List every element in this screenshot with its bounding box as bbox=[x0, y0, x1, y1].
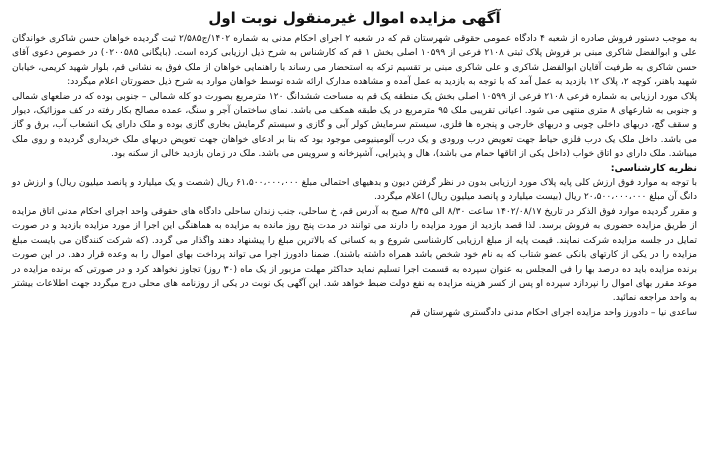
property-description: پلاک مورد ارزیابی به شماره فرعی ۲۱۰۸ فرعی از ۱۰۵۹۹ اصلی بخش یک منطقه یک قم به مساحت ششدانگ ۱۲۰ مترمربع بصورت دو کله شمالی – جنوبی بوده که در ضلعهای شمالی و جنوبی به شارعهای ۸ متری منتهی می شود. اعیانی تقریبی ملک ۹۵ مترمربع در یک طبقه همکف می باشد. نمای ساختمان آجر و سنگ، عمده مصالح بکار رفته در کف موزائیک، دیوار و سقف گچ، دربهای داخلی چوبی و دربهای خارجی و پنجره ها فلزی، سیستم سرمایش کولر آبی و گازی و سیستم گرمایش بخاری گازی بوده و ملک دارای یک انشعاب آب، برق و گاز می باشد. داخل ملک یک درب فلزی حیاط جهت تعویض درب ورودی و یک درب آلومینیومی موجود بود که بنا بر ادعای خواهان جهت تعویض دربهای ملک خریداری گردیده و روی ملک میباشد. ملک دارای دو اتاق خواب (داخل یکی از اتاقها حمام می باشد)، هال و پذیرایی، آشپزخانه و سرویس می باشد. ملک در زمان بازدید خالی از سکنه بود. bbox=[12, 91, 697, 160]
expert-opinion: با توجه به موارد فوق ارزش کلی پایه پلاک مورد ارزیابی بدون در نظر گرفتن دیون و بدهیهای احتمالی مبلغ ۶۱،۵۰۰،۰۰۰،۰۰۰ ریال (شصت و یک میلیارد و پانصد میلیون ریال) و ارزش دو دانگ آن مبلغ ۲۰،۵۰۰،۰۰۰،۰۰۰ ریال (بیست میلیارد و پانصد میلیون ریال) اعلام میگردد. bbox=[12, 178, 697, 203]
signature-line: ساعدی نیا – دادورز واحد مزایده اجرای احکام مدنی دادگستری شهرستان قم bbox=[410, 307, 697, 318]
expert-opinion-heading: نظریه کارشناسی: bbox=[610, 162, 697, 174]
auction-terms: و مقرر گردیده موارد فوق الذکر در تاریخ ۱۴۰۲/۰۸/۱۷ ساعت ۸/۳۰ الی ۸/۴۵ صبح به آدرس قم، خ ساحلی، جنب زندان ساحلی دادگاه های حقوقی واحد اجرای احکام مدنی اتاق مزایده از طریق مزایده حضوری به فروش برسد. لذا قصد بازدید از مورد مزایده را دارند می توانند در مدت پنج روز مانده به مزایده به هماهنگی این اجرا از مورد مزایده بازدید و در صورت تمایل در جلسه مزایده شرکت نمایند. قیمت پایه از مبلغ ارزیابی کارشناسی شروع و به کسانی که بالاترین مبلغ را پیشنهاد دهند واگذار می گردد. (که شرکت کنندگان می بایست مبلغ مزایده را در یکی از کارتهای بانکی عضو شتاب که به نام خود شخص باشد همراه داشته باشند). ضمنا دادورز اجرا می تواند پرداخت بهای اموال را به وعده قرار دهد. در این صورت برنده مزایده باید ده درصد بها را فی المجلس به عنوان سپرده به قسمت اجرا تسلیم نماید حداکثر مهلت مزبور از یک ماه (۳۰ روز) تجاوز نخواهد کرد و در صورتی که برنده مزایده در موعد مقرر بهای اموال را نپردازد سپرده او پس از کسر هزینه مزایده به نفع دولت ضبط خواهد شد. این آگهی یک نوبت در یکی از روزنامه های محلی درج میگردد جهت اطلاعات بیشتر به واحد مراجعه نمائید. bbox=[12, 206, 698, 304]
notice-intro: به موجب دستور فروش صادره از شعبه ۴ دادگاه عمومی حقوقی شهرستان قم که در شعبه ۲ اجرای احکام مدنی به شماره ۱۴۰۲/ج۲/۵۸۵ ثبت گردیده خواهان حسن شاکری خواندگان علی و ابوالفضل شاکری مبنی بر فروش پلاک ثبتی ۲۱۰۸ فرعی از ۱۰۵۹۹ اصلی بخش ۱ قم که کارشناس به شرح ذیل ارزیابی کرده است. (بایگانی ۰۲۰۰۵۸۵) در خصوص دعوی آقای حسن شاکری به طرفیت آقایان ابوالفضل شاکری و علی شاکری مبنی بر تقسیم ترکه به استحضار می رساند با راهنمایی خواهان از ملک فوق به نشانی قم، بلوار شهید کریمی، خیابان شهید باهنر، کوچه ۲، پلاک ۱۲ بازدید به عمل آمد که با توجه به بازدید به عمل آمده و مشاهده مدارک ارائه شده توسط خواهان موارد به شرح ذیل حضورتان اعلام میگردد: bbox=[12, 34, 697, 88]
notice-title: آگهی مزایده اموال غیرمنقول نوبت اول bbox=[208, 9, 501, 27]
